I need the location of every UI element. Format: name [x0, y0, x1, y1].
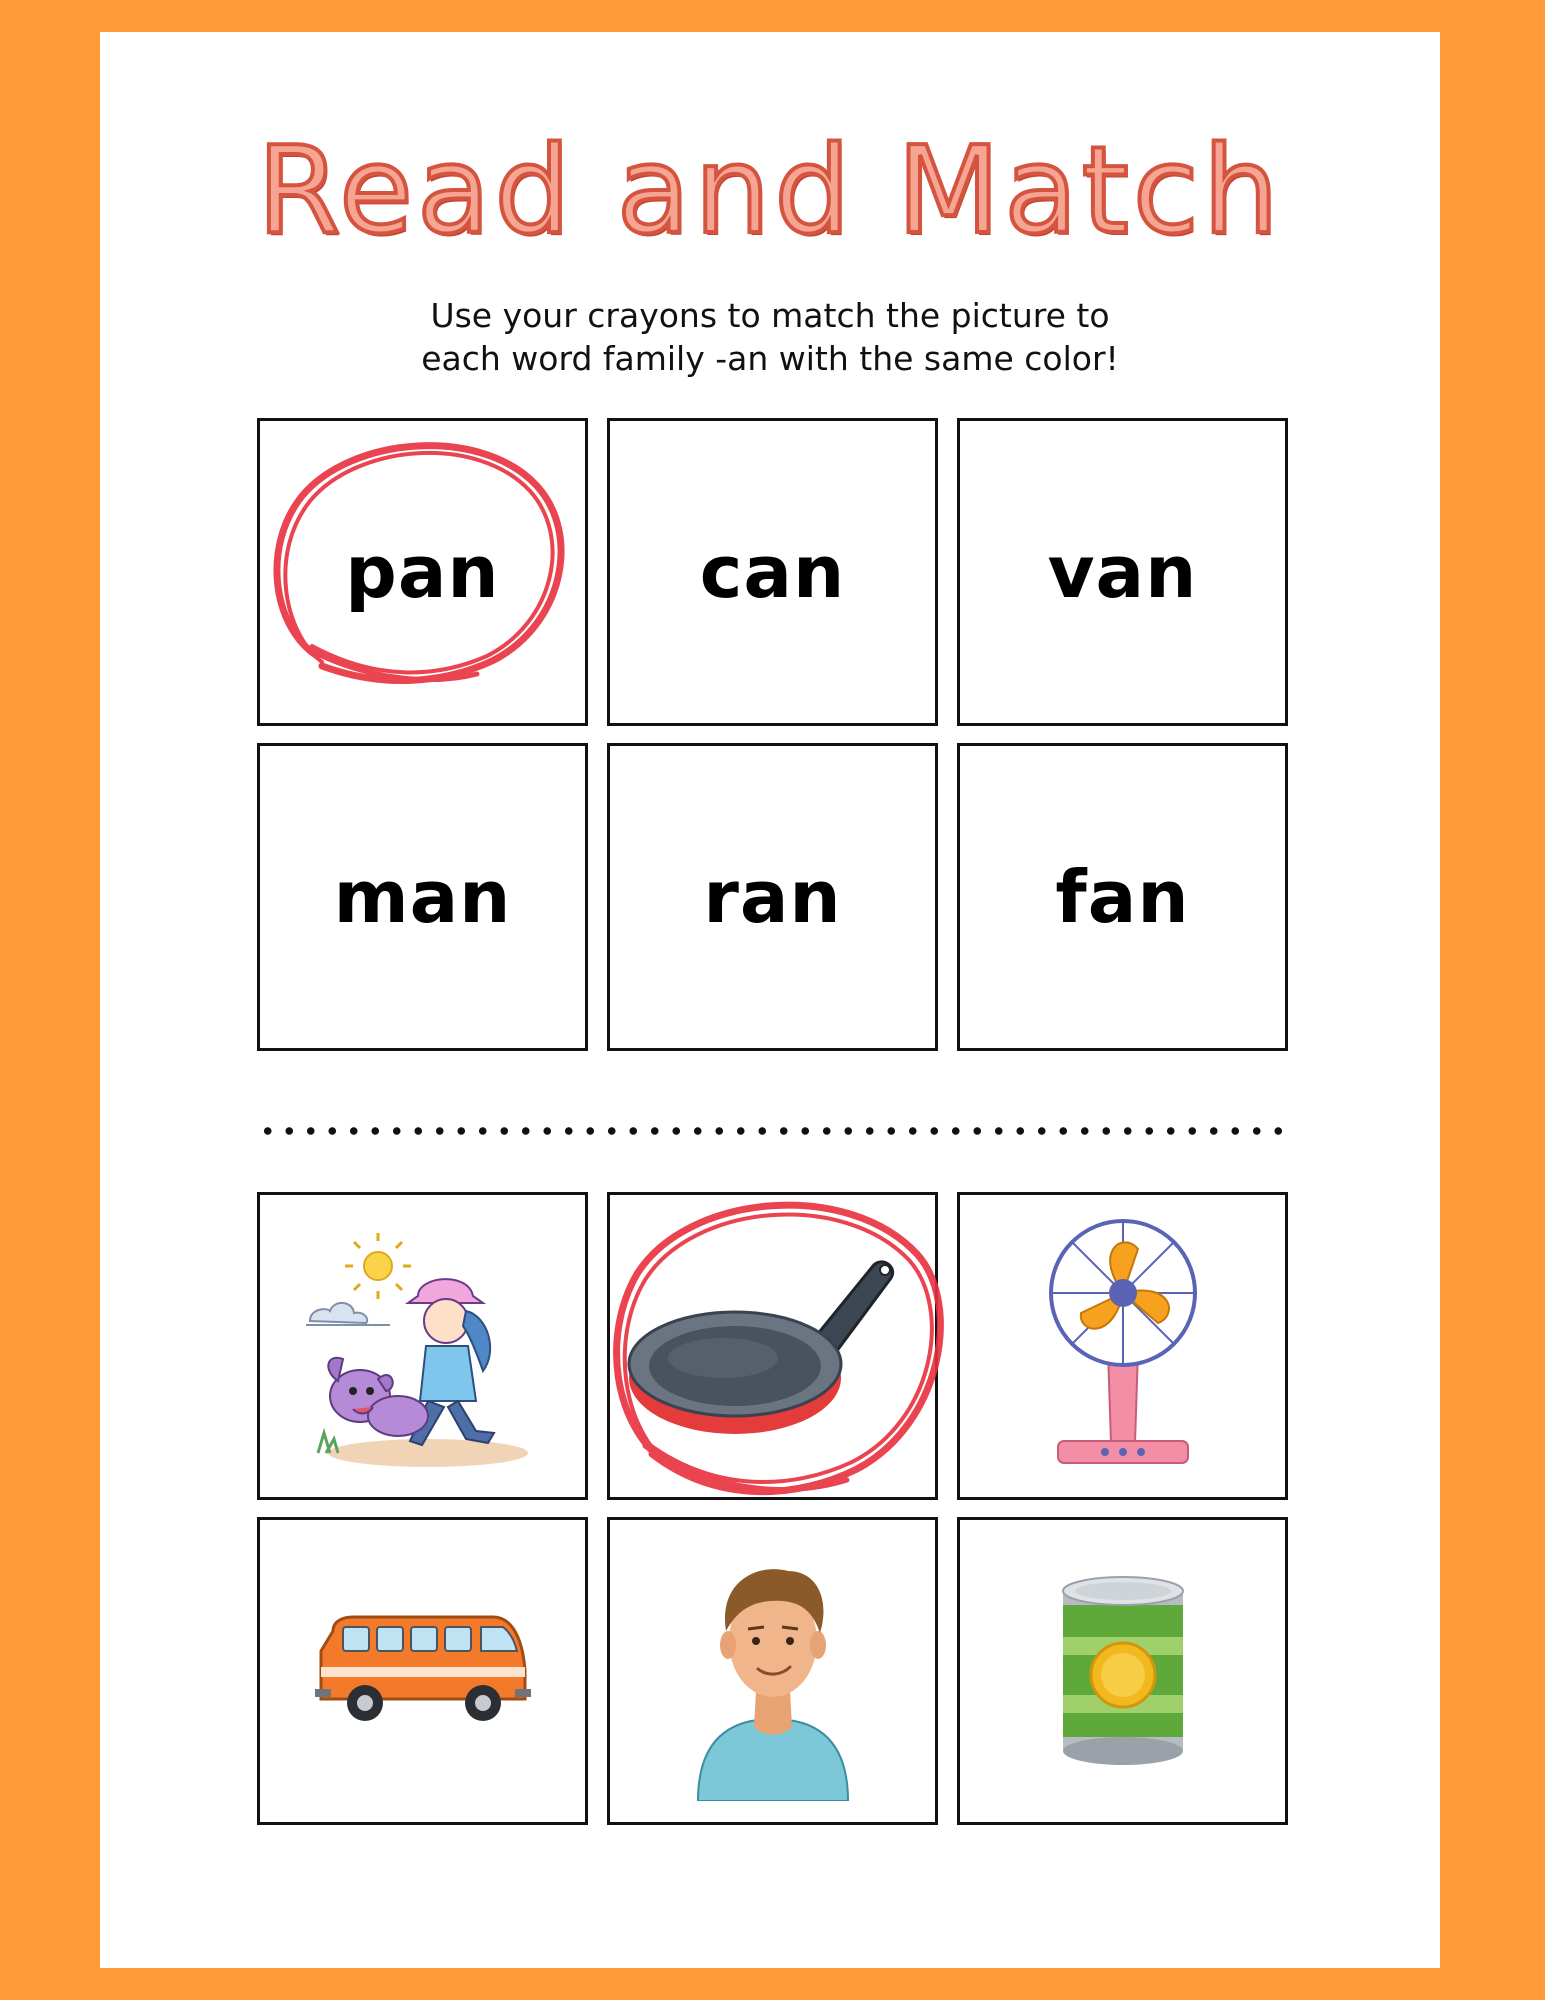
- electric-fan-icon: [1023, 1211, 1223, 1481]
- frying-pan-icon: [623, 1236, 923, 1456]
- page-title: Read and Match: [257, 122, 1283, 261]
- word-label: ran: [703, 855, 842, 939]
- girl-running-with-dog-icon: [298, 1221, 548, 1471]
- word-card-man[interactable]: [257, 743, 588, 1051]
- instructions-line-2: each word family -an with the same color!: [421, 339, 1119, 378]
- picture-card-ran[interactable]: [257, 1192, 588, 1500]
- picture-card-can[interactable]: [957, 1517, 1288, 1825]
- picture-card-man[interactable]: [607, 1517, 938, 1825]
- word-card-pan[interactable]: [257, 418, 588, 726]
- tin-can-icon: [1053, 1571, 1193, 1771]
- picture-card-fan[interactable]: [957, 1192, 1288, 1500]
- dotted-divider: [257, 1124, 1292, 1138]
- word-label: fan: [1055, 855, 1190, 939]
- instructions-line-1: Use your crayons to match the picture to: [430, 296, 1110, 335]
- worksheet-page: [100, 32, 1440, 1968]
- word-label: pan: [345, 530, 500, 614]
- word-card-ran[interactable]: [607, 743, 938, 1051]
- picture-card-pan[interactable]: [607, 1192, 938, 1500]
- instructions: [100, 294, 1440, 380]
- word-card-can[interactable]: [607, 418, 938, 726]
- man-icon: [688, 1541, 858, 1801]
- orange-van-icon: [313, 1611, 533, 1731]
- word-label: van: [1047, 530, 1198, 614]
- word-card-van[interactable]: [957, 418, 1288, 726]
- word-label: can: [699, 530, 846, 614]
- picture-card-van[interactable]: [257, 1517, 588, 1825]
- word-card-fan[interactable]: [957, 743, 1288, 1051]
- word-label: man: [333, 855, 512, 939]
